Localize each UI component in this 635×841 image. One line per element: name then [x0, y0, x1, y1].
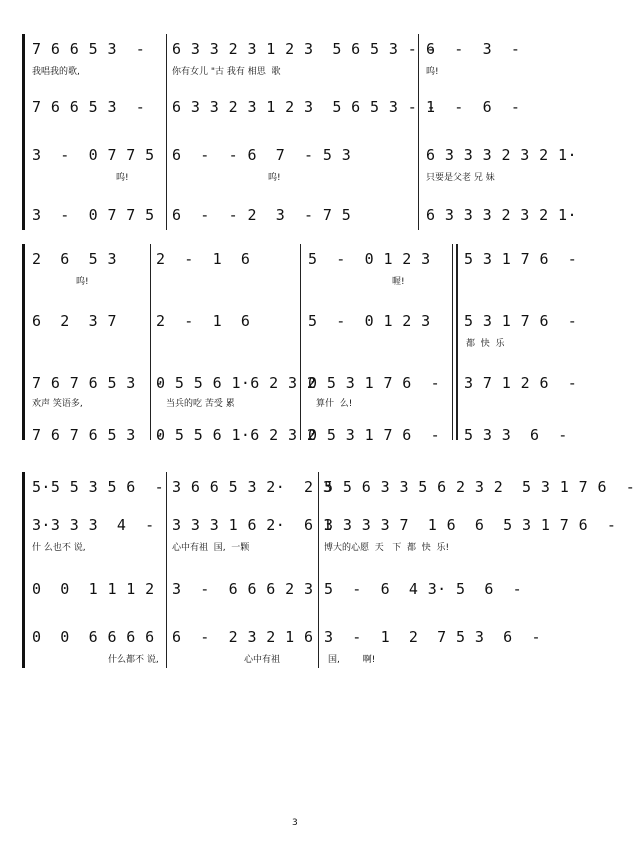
score-system-3 — [0, 468, 635, 668]
lyric-row: 心中有祖 — [244, 655, 281, 665]
notes-row: 0 5 3 1 7 6 - — [308, 374, 441, 392]
notes-row: 6 3 3 3 2 3 2 1· — [426, 146, 577, 164]
barline — [300, 244, 301, 440]
lyric-row: 你有女儿 "古 我有 相思 歌 — [172, 67, 281, 77]
lyric-row: 喔! — [392, 277, 405, 287]
lyric-row: 呜! — [76, 277, 89, 287]
notes-row: 6 - 3 - — [426, 40, 521, 58]
notes-row: 6 3 3 2 3 1 2 3 5 6 5 3 - - — [172, 40, 437, 58]
barline — [166, 472, 167, 668]
notes-row: 6 3 3 3 2 3 2 1· — [426, 206, 577, 224]
score-system-2 — [0, 240, 595, 444]
notes-row: 7 6 6 5 3 - — [32, 98, 146, 116]
barline — [318, 472, 319, 668]
notes-row: 3 3 3 1 6 2· 6 1 — [172, 516, 333, 534]
notes-row: 3 - 0 7 7 5 — [32, 146, 155, 164]
notes-row: 2 - 1 6 — [156, 312, 251, 330]
lyric-row: 呜! — [268, 173, 281, 183]
barline — [452, 244, 453, 440]
notes-row: 5 3 1 7 6 - — [464, 250, 578, 268]
barline — [456, 244, 458, 440]
lyric-row: 什么都不 说, — [108, 655, 159, 665]
lyric-row: 欢声 笑语多, — [32, 399, 83, 409]
notes-row: 5 - 0 1 2 3 — [308, 250, 431, 268]
lyric-row: 心中有祖 国, 一颗 — [172, 543, 250, 553]
notes-row: 3 - 1 2 7 5 3 6 - — [324, 628, 541, 646]
notes-row: 5 3 3 6 - — [464, 426, 568, 444]
notes-row: 3·3 3 3 4 - — [32, 516, 155, 534]
lyric-row: 呜! — [116, 173, 129, 183]
notes-row: 6 3 3 2 3 1 2 3 5 6 5 3 - - — [172, 98, 437, 116]
lyric-row: 呜! — [426, 67, 439, 77]
system-bracket — [22, 244, 25, 440]
lyric-row: 算什 么! — [316, 399, 353, 409]
notes-row: 2 6 5 3 — [32, 250, 117, 268]
barline — [150, 244, 151, 440]
notes-row: 7 6 6 5 3 - — [32, 40, 146, 58]
lyric-row: 只要是父老 兄 妹 — [426, 173, 495, 183]
page-number: 3 — [292, 818, 298, 828]
system-bracket — [22, 34, 25, 230]
notes-row: 0 5 5 6 1·6 2 3 2 — [156, 374, 317, 392]
notes-row: 5·5 5 3 5 6 - — [32, 478, 165, 496]
notes-row: 5 3 1 7 6 - — [464, 312, 578, 330]
lyric-row: 国, 啊! — [328, 655, 376, 665]
lyric-row: 当兵的吃 苦受 累 — [166, 399, 235, 409]
notes-row: 3 3 3 3 7 1 6 6 5 3 1 7 6 - — [324, 516, 617, 534]
notes-row: 5 - 6 4 3· 5 6 - — [324, 580, 523, 598]
notes-row: 1 - 6 - — [426, 98, 521, 116]
notes-row: 0 0 6 6 6 6 — [32, 628, 155, 646]
notes-row: 6 - - 2 3 - 7 5 — [172, 206, 352, 224]
notes-row: 6 - 2 3 2 1 6 — [172, 628, 314, 646]
score-system-1 — [0, 30, 595, 230]
notes-row: 3 6 6 5 3 2· 2 3 — [172, 478, 333, 496]
notes-row: 6 - - 6 7 - 5 3 — [172, 146, 352, 164]
lyric-row: 什 么也不 说, — [32, 543, 86, 553]
notes-row: 5 5 6 3 3 5 6 2 3 2 5 3 1 7 6 - — [324, 478, 635, 496]
barline — [166, 34, 167, 230]
notes-row: 3 - 0 7 7 5 — [32, 206, 155, 224]
barline — [418, 34, 419, 230]
notes-row: 7 6 7 6 5 3 - — [32, 426, 165, 444]
notes-row: 6 2 3 7 — [32, 312, 117, 330]
notes-row: 2 - 1 6 — [156, 250, 251, 268]
notes-row: 3 7 1 2 6 - — [464, 374, 578, 392]
notes-row: 3 - 6 6 6 2 3 — [172, 580, 314, 598]
notes-row: 0 0 1 1 1 2 — [32, 580, 155, 598]
lyric-row: 博大的心愿 天 下 都 快 乐! — [324, 543, 450, 553]
system-bracket — [22, 472, 25, 668]
notes-row: 0 5 3 1 7 6 - — [308, 426, 441, 444]
notes-row: 0 5 5 6 1·6 2 3 2 — [156, 426, 317, 444]
notes-row: 7 6 7 6 5 3 - — [32, 374, 165, 392]
notes-row: 5 - 0 1 2 3 — [308, 312, 431, 330]
lyric-row: 我唱我的歌, — [32, 67, 80, 77]
lyric-row: 都 快 乐 — [466, 339, 505, 349]
